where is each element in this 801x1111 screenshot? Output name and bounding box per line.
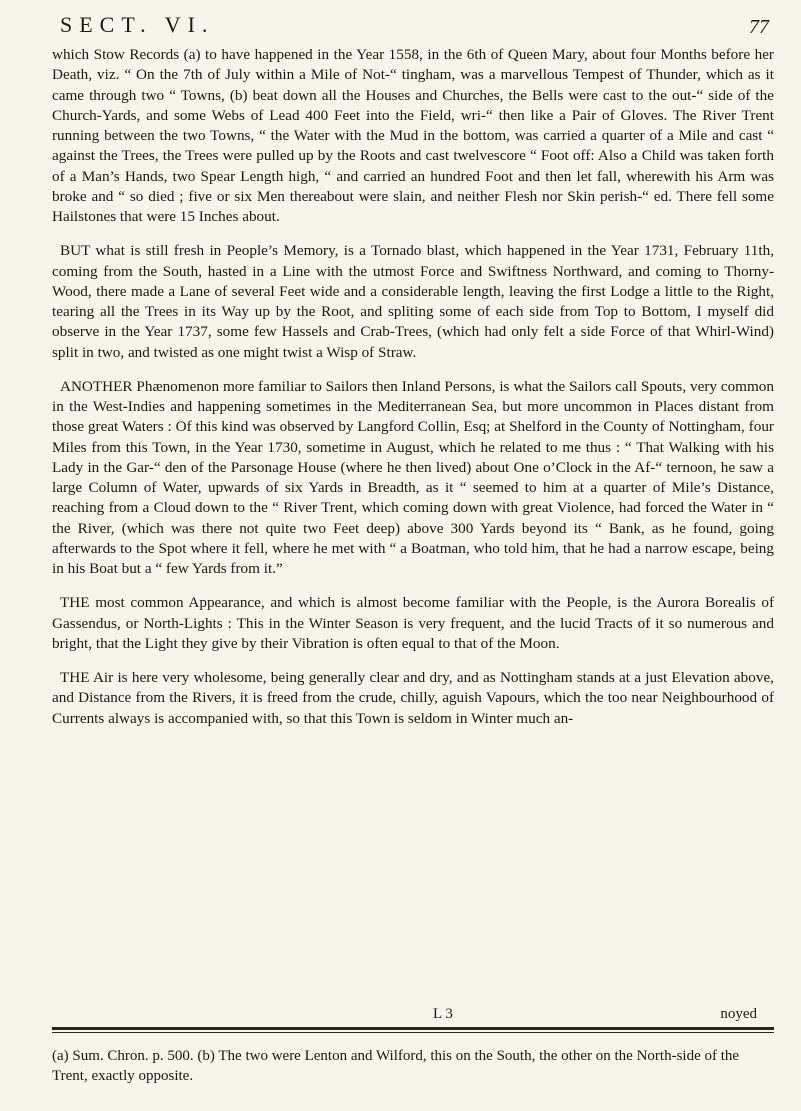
- body-text: [52, 45, 774, 743]
- page-number: 77: [749, 16, 769, 38]
- signature-catchword-line: [433, 1006, 757, 1023]
- running-header: [60, 12, 769, 42]
- paragraph-aurora: THE most common Appearance, and which is almost become familiar with the People, is the Aurora Borealis of Gassendus, or North-Lights : This in the Winter Season is very frequent, and the lucid Tracts of it so numerous and bright, that the Light they give by their Vibration is often equal to that of the Moon.: [52, 594, 774, 652]
- footnote-rule-thin: [52, 1032, 774, 1033]
- paragraph-air: THE Air is here very wholesome, being generally clear and dry, and as Nottingham stands at a just Elevation above, and Distance from the Rivers, it is freed from the crude, chilly, aguish Vapours, which the too near Neighbourhood of Currents always is accompanied with, so that this Town is seldom in Winter much an-: [52, 669, 774, 727]
- footnotes: (a) Sum. Chron. p. 500. (b) The two were Lenton and Wilford, this on the South, the other on the North-side of the Trent, exactly opposite.: [52, 1048, 740, 1084]
- section-heading: SECT. VI.: [60, 12, 215, 37]
- signature-mark: L 3: [432, 1006, 453, 1022]
- paragraph-tornado: BUT what is still fresh in People’s Memory, is a Tornado blast, which happened in the Year 1731, February 11th, coming from the South, hasted in a Line with the utmost Force and Swiftness Northward, and coming to Thorny-Wood, there made a Lane of several Feet wide and a considerable length, leaving the first Lodge a little to the Right, tearing all the Trees in its Way up by the Root, and spliting some of each side from Top to Bottom, I myself did observe in the Year 1737, some few Hassels and Crab-Trees, (which had only felt a side Force of that Whirl-Wind) split in two, and twisted as one might twist a Wisp of Straw.: [52, 242, 774, 361]
- paragraph-stow-record: which Stow Records (a) to have happened in the Year 1558, in the 6th of Queen Mary, about four Months before her Death, viz. “ On the 7th of July within a Mile of Not-“ tingham, was a marvellous Tempest of Thunder, which as it came through two “ Towns, (b) beat down all the Houses and Churches, the Bells were cast to the out-“ side of the Church-Yards, and some Webs of Lead 400 Feet into the Field, wri-“ then like a Pair of Gloves. The River Trent running between the two Towns, “ the Water with the Mud in the bottom, was carried a quarter of a Mile and cast “ against the Trees, the Trees were pulled up by the Roots and cast twelvescore “ Foot off: Also a Child was taken forth of a Man’s Hands, two Spear Length high, “ and carried an hundred Foot and then let fall, wherewith his Arm was broke and “ so died ; five or six Men thereabout were slain, and neither Flesh nor Skin perish-“ ed. There fell some Hailstones that were 15 Inches about.: [52, 46, 774, 225]
- paragraph-spouts: ANOTHER Phænomenon more familiar to Sailors then Inland Persons, is what the Sailors call Spouts, very common in the West-Indies and happening sometimes in the Mediterranean Sea, but more uncommon in Places distant from those great Waters : Of this kind was observed by Langford Collin, Esq; at Shelford in the County of Nottingham, four Miles from this Town, in the Year 1730, sometime in August, which he related to me thus : “ That Walking with his Lady in the Gar-“ den of the Parsonage House (where he then lived) about One o’Clock in the Af-“ ternoon, he saw a large Column of Water, upwards of six Yards in Breadth, as it “ seemed to him at a quarter of Mile’s Distance, reaching from a Cloud down to the “ River Trent, which coming down with great Violence, had forced the Water in “ the River, (which was there not quite two Feet deep) above 300 Yards beyond its “ Bank, as he found, going afterwards to the Spot where it fell, where he met with “ a Boatman, who told him, that he had a narrow escape, being in his Boat but a “ few Yards from it.”: [52, 377, 774, 577]
- catchword: noyed: [720, 1006, 757, 1022]
- footnote-rule: [52, 1027, 774, 1030]
